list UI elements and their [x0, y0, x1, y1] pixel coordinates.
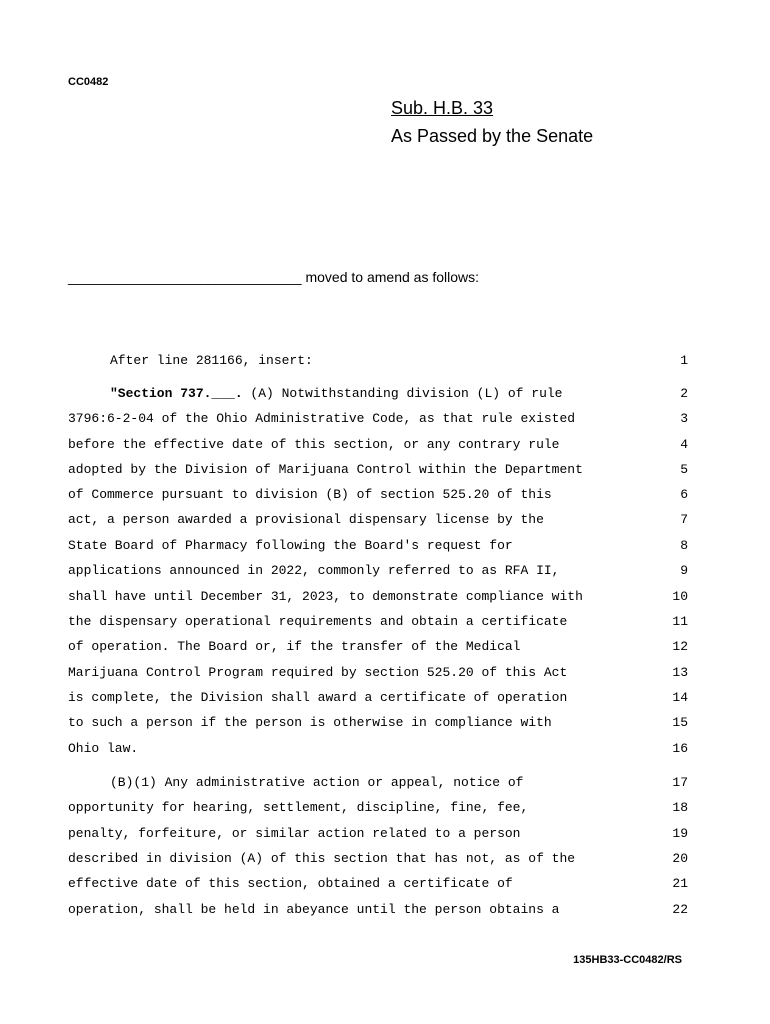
line-content: Marijuana Control Program required by section 525.20 of this Act	[68, 665, 568, 680]
text-line	[68, 352, 688, 370]
mover-blank: ______________________________	[68, 269, 302, 285]
text-line	[68, 461, 688, 479]
line-number: 9	[680, 563, 688, 578]
line-content: Ohio law.	[68, 741, 139, 756]
line-number: 17	[672, 775, 688, 790]
line-text	[68, 613, 567, 631]
line-number: 6	[680, 487, 688, 502]
line-content: After line 281166, insert:	[110, 353, 313, 368]
line-content: to such a person if the person is otherwise in compliance with	[68, 715, 552, 730]
text-line	[68, 850, 688, 868]
line-text	[110, 385, 562, 403]
line-text	[68, 537, 513, 555]
line-content: the dispensary operational requirements and obtain a certificate	[68, 614, 568, 629]
line-content: of operation. The Board or, if the transfer of the Medical	[68, 639, 521, 654]
line-content: penalty, forfeiture, or similar action related to a person	[68, 826, 521, 841]
line-text	[68, 562, 559, 580]
text-line	[68, 511, 688, 529]
line-number: 12	[672, 639, 688, 654]
section-heading: "Section 737.___.	[110, 386, 243, 401]
text-line	[68, 740, 688, 758]
line-content: 3796:6-2-04 of the Ohio Administrative Code, as that rule existed	[68, 411, 576, 426]
line-content: opportunity for hearing, settlement, discipline, fine, fee,	[68, 800, 529, 815]
text-line	[68, 613, 688, 631]
line-content: described in division (A) of this section that has not, as of the	[68, 851, 576, 866]
line-text	[68, 588, 583, 606]
line-text	[68, 436, 559, 454]
line-number: 18	[672, 800, 688, 815]
line-number: 8	[680, 538, 688, 553]
line-number: 19	[672, 826, 688, 841]
line-content: adopted by the Division of Marijuana Control within the Department	[68, 462, 583, 477]
footer-document-ref: 135HB33-CC0482/RS	[573, 954, 682, 966]
line-text	[68, 714, 552, 732]
line-content: of Commerce pursuant to division (B) of section 525.20 of this	[68, 487, 552, 502]
text-line	[68, 774, 688, 792]
line-number: 11	[672, 614, 688, 629]
line-number: 22	[672, 902, 688, 917]
line-text	[68, 850, 575, 868]
line-number: 5	[680, 462, 688, 477]
line-number: 10	[672, 589, 688, 604]
text-line	[68, 486, 688, 504]
mover-text: moved to amend as follows:	[301, 269, 480, 285]
line-content: is complete, the Division shall award a certificate of operation	[68, 690, 568, 705]
line-text	[68, 410, 575, 428]
bill-title: Sub. H.B. 33	[391, 98, 494, 118]
line-text	[68, 664, 567, 682]
line-number: 13	[672, 665, 688, 680]
text-line	[68, 901, 688, 919]
line-content: before the effective date of this section, or any contrary rule	[68, 437, 560, 452]
text-line	[68, 714, 688, 732]
line-number: 14	[672, 690, 688, 705]
line-number: 15	[672, 715, 688, 730]
line-number: 20	[672, 851, 688, 866]
text-line	[68, 410, 688, 428]
line-number: 21	[672, 876, 688, 891]
line-text	[110, 352, 313, 370]
line-text	[68, 901, 559, 919]
text-line	[68, 799, 688, 817]
line-text	[68, 825, 520, 843]
line-text	[68, 799, 528, 817]
document-id: CC0482	[68, 76, 109, 88]
line-text	[68, 461, 583, 479]
bill-status: As Passed by the Senate	[391, 126, 594, 146]
line-number: 4	[680, 437, 688, 452]
line-text	[68, 740, 138, 758]
line-text	[68, 689, 567, 707]
text-line	[68, 385, 688, 403]
line-text	[68, 875, 513, 893]
line-text	[68, 511, 544, 529]
text-line	[68, 689, 688, 707]
text-line	[68, 875, 688, 893]
line-content: (B)(1) Any administrative action or appeal, notice of	[110, 775, 524, 790]
text-line	[68, 537, 688, 555]
text-line	[68, 562, 688, 580]
line-content: applications announced in 2022, commonly referred to as RFA II,	[68, 563, 560, 578]
line-number: 3	[680, 411, 688, 426]
line-number: 2	[680, 386, 688, 401]
line-number: 1	[680, 353, 688, 368]
text-line	[68, 588, 688, 606]
line-content: (A) Notwithstanding division (L) of rule	[242, 386, 563, 401]
mover-line	[68, 269, 479, 285]
text-line	[68, 436, 688, 454]
line-content: effective date of this section, obtained a certificate of	[68, 876, 513, 891]
line-text	[110, 774, 523, 792]
line-content: operation, shall be held in abeyance until the person obtains a	[68, 902, 560, 917]
line-number: 16	[672, 741, 688, 756]
line-content: shall have until December 31, 2023, to demonstrate compliance with	[68, 589, 583, 604]
line-text	[68, 486, 552, 504]
line-text	[68, 638, 520, 656]
text-line	[68, 638, 688, 656]
line-content: State Board of Pharmacy following the Board's request for	[68, 538, 513, 553]
text-line	[68, 825, 688, 843]
line-content: act, a person awarded a provisional dispensary license by the	[68, 512, 544, 527]
line-number: 7	[680, 512, 688, 527]
text-line	[68, 664, 688, 682]
